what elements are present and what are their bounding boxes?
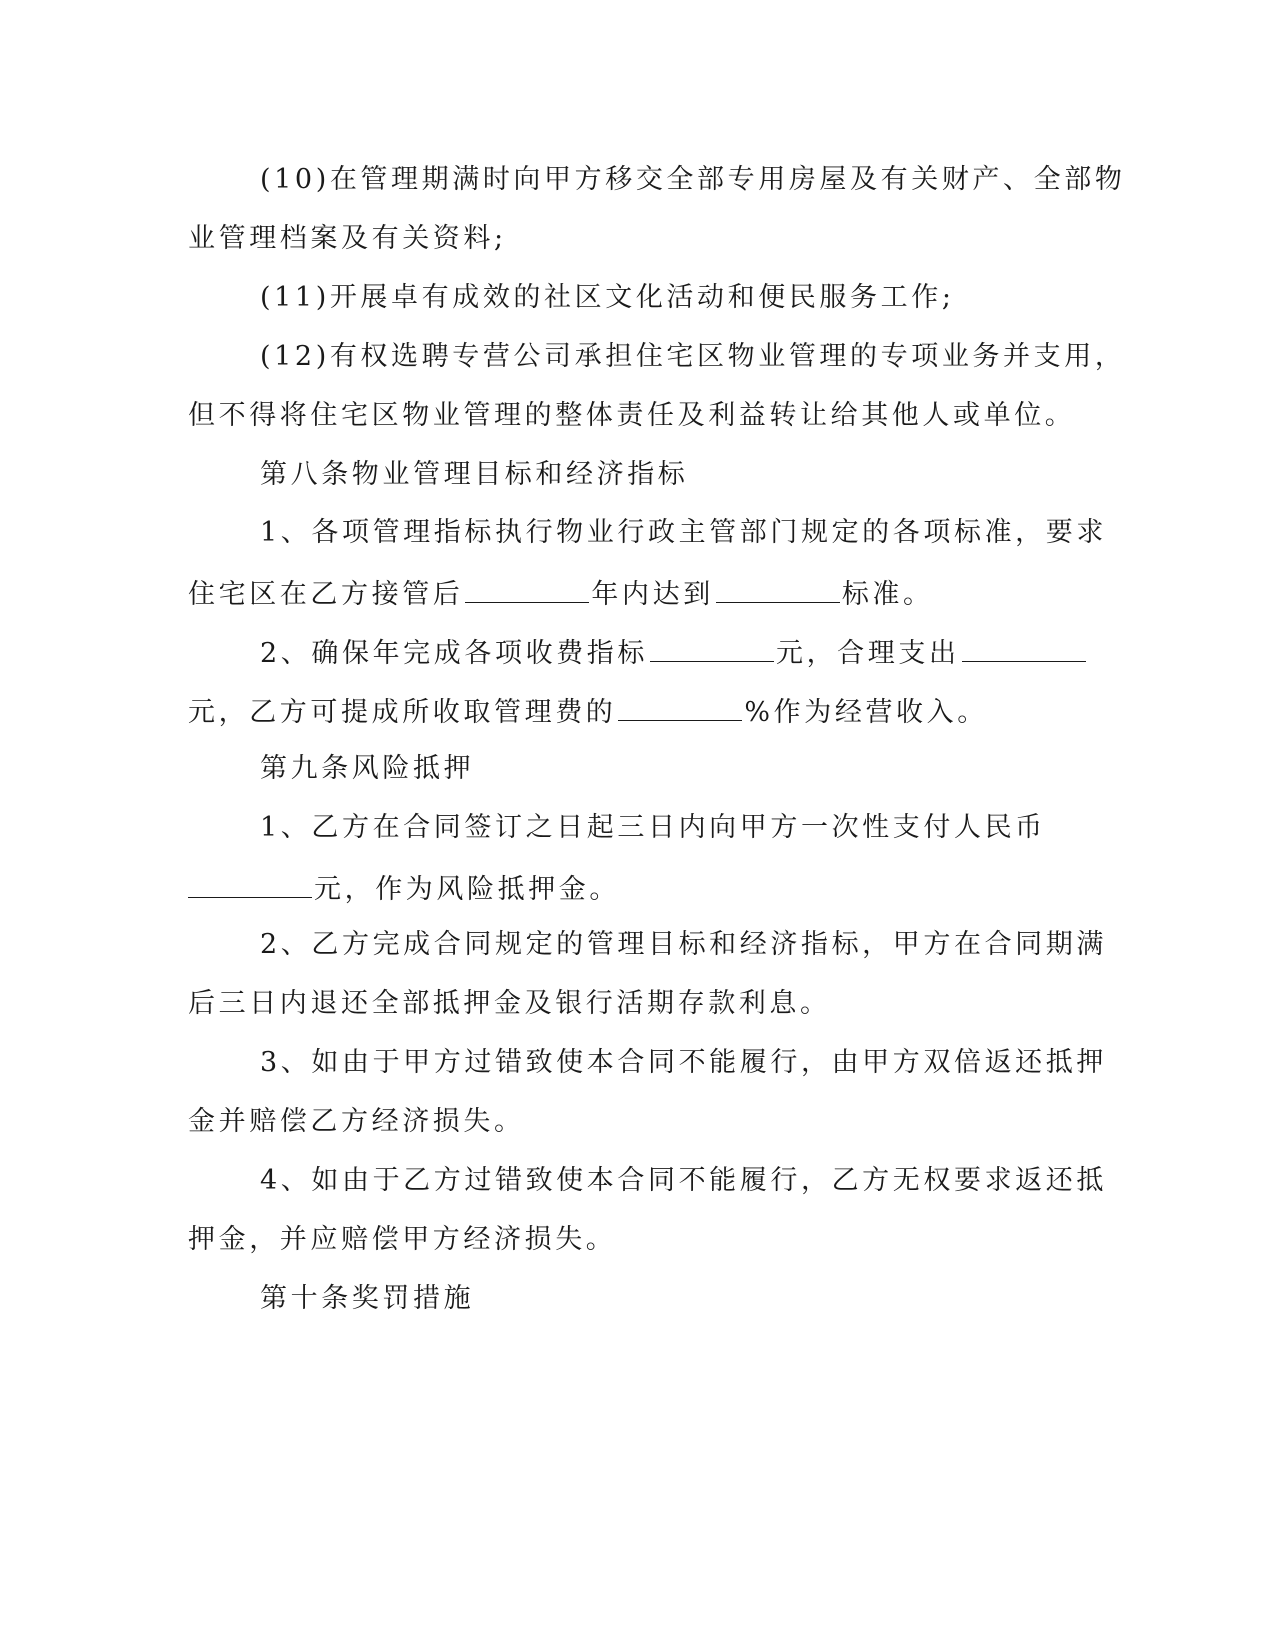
fill-blank-standard[interactable] <box>716 574 840 603</box>
clause-12-line-2: 但不得将住宅区物业管理的整体责任及利益转让给其他人或单位。 <box>188 400 1076 431</box>
article-9-item-4-line-2: 押金，并应赔偿甲方经济损失。 <box>188 1224 617 1255</box>
article-9-item-2-line-2: 后三日内退还全部抵押金及银行活期存款利息。 <box>188 988 831 1019</box>
text-segment: 住宅区在乙方接管后 <box>188 579 464 610</box>
article-8-item-1-line-2 <box>188 574 1058 610</box>
clause-11: (11)开展卓有成效的社区文化活动和便民服务工作; <box>260 282 955 313</box>
article-8-item-1-line-1: 1、各项管理指标执行物业行政主管部门规定的各项标准，要求 <box>260 517 1107 548</box>
clause-10-line-2: 业管理档案及有关资料; <box>188 223 507 254</box>
fill-blank-deposit[interactable] <box>188 869 312 898</box>
text-segment: 年内达到 <box>591 579 714 610</box>
fill-blank-years[interactable] <box>465 574 589 603</box>
article-9-item-1-line-2 <box>188 869 1058 905</box>
fill-blank-fee-target[interactable] <box>650 633 774 662</box>
clause-12-line-1: (12)有权选聘专营公司承担住宅区物业管理的专项业务并支用， <box>260 341 1126 372</box>
article-9-item-3-line-2: 金并赔偿乙方经济损失。 <box>188 1106 525 1137</box>
text-segment: 元，乙方可提成所收取管理费的 <box>188 697 617 728</box>
article-9-item-3-line-1: 3、如由于甲方过错致使本合同不能履行，由甲方双倍返还抵押 <box>260 1047 1107 1078</box>
text-segment: 元，合理支出 <box>775 638 960 669</box>
article-8-heading: 第八条物业管理目标和经济指标 <box>260 459 689 490</box>
article-9-heading: 第九条风险抵押 <box>260 753 475 784</box>
clause-10-line-1: (10)在管理期满时向甲方移交全部专用房屋及有关财产、全部物 <box>260 164 1126 195</box>
text-segment: 元，作为风险抵押金。 <box>314 874 620 905</box>
article-8-item-2-line-1 <box>260 633 1058 669</box>
fill-blank-expense[interactable] <box>962 633 1086 662</box>
text-segment: %作为经营收入。 <box>744 697 988 728</box>
article-9-item-2-line-1: 2、乙方完成合同规定的管理目标和经济指标，甲方在合同期满 <box>260 929 1107 960</box>
article-10-heading: 第十条奖罚措施 <box>260 1283 475 1314</box>
article-9-item-4-line-1: 4、如由于乙方过错致使本合同不能履行，乙方无权要求返还抵 <box>260 1165 1107 1196</box>
article-9-item-1-line-1: 1、乙方在合同签订之日起三日内向甲方一次性支付人民币 <box>260 812 1046 843</box>
text-segment: 2、确保年完成各项收费指标 <box>260 638 648 669</box>
fill-blank-percent[interactable] <box>618 692 742 721</box>
text-segment: 标准。 <box>841 579 934 610</box>
article-8-item-2-line-2 <box>188 692 1058 728</box>
